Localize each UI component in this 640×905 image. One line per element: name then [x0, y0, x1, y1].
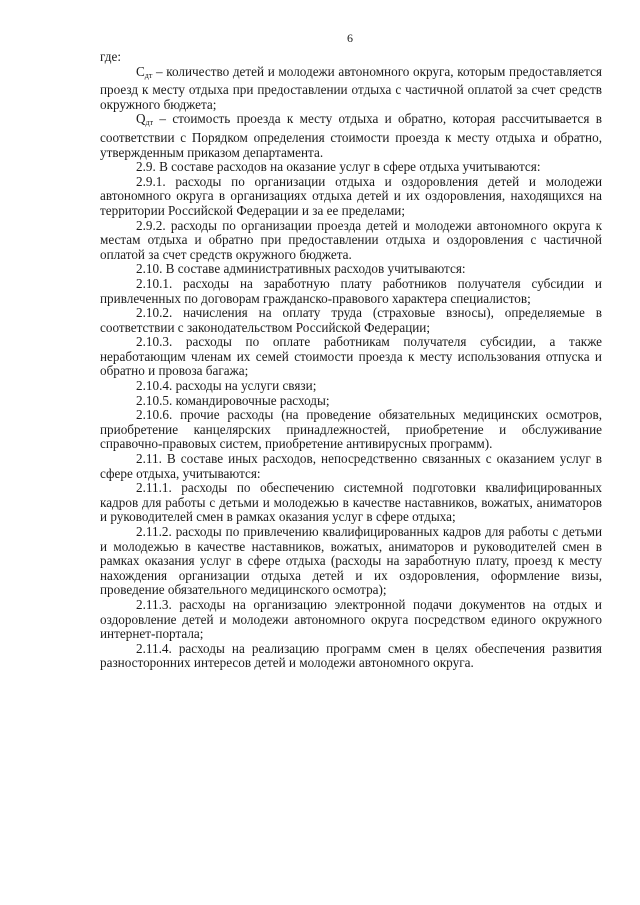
clause-2-10-2: 2.10.2. начисления на оплату труда (страховые взносы), определяемые в соответствии с законодательством Российской Федерации; [100, 305, 602, 335]
clause-2-11-3: 2.11.3. расходы на организацию электронной подачи документов на отдых и оздоровление детей и молодежи автономного округа посредством единого окружного интернет-портала; [100, 596, 602, 642]
symbol-c-subscript: дт [144, 70, 153, 80]
definition-c-text: – количество детей и молодежи автономного округа, которым предоставляется проезд к месту отдыха при предоставлении отдыха с частичной оплатой за счет средств окружного бюджета; [100, 63, 602, 112]
clause-2-9: 2.9. В составе расходов на оказание услуг в сфере отдыха учитываются: [136, 159, 541, 175]
where-label: где: [100, 49, 121, 64]
symbol-q: Q [136, 111, 146, 127]
clause-2-9-1: 2.9.1. расходы по организации отдыха и оздоровления детей и молодежи автономного округа в организациях отдыха детей и их оздоровления, находящихся на территории Российской Федерации и за ее пределами; [100, 173, 602, 218]
definition-c [100, 65, 602, 113]
clause-2-10-1: 2.10.1. расходы на заработную плату работников получателя субсидии и привлеченных по договорам гражданско-правового характера специалистов; [100, 275, 602, 306]
clause-2-10-5: 2.10.5. командировочные расходы; [136, 392, 330, 408]
page-number: 6 [347, 31, 353, 45]
clause-2-11-2: 2.11.2. расходы по привлечению квалифицированных кадров для работы с детьми и молодежью в качестве наставников, вожатых, аниматоров и руководителей смен в рамках оказания услуг в сфере отдыха (расходы на заработную плату, проезд к месту нахождения организации отдыха детей и их оздоровления, оформление визы, проведение обязательного медицинского осмотра); [100, 524, 602, 598]
symbol-q-subscript: дт [145, 118, 154, 128]
clause-2-11-4: 2.11.4. расходы на реализацию программ смен в целях обеспечения развития разносторонних интересов детей и молодежи автономного округа. [100, 640, 602, 671]
document-body [100, 50, 602, 671]
clause-2-9-2: 2.9.2. расходы по организации проезда детей и молодежи автономного округа к местам отдыха и обратно при предоставлении отдыха и оздоровления с частичной оплатой за счет средств окружного бюджета. [100, 217, 602, 262]
definition-q-text: – стоимость проезда к месту отдыха и обратно, которая рассчитывается в соответствии с Порядком определения стоимости проезда к месту отдыха и обратно, утвержденным приказом департамента. [100, 111, 602, 160]
clause-2-11: 2.11. В составе иных расходов, непосредственно связанных с оказанием услуг в сфере отдыха, учитываются: [100, 451, 602, 481]
clause-2-10-3: 2.10.3. расходы по оплате работникам получателя субсидии, а также неработающим членам их семей стоимости проезда к месту использования отпуска и обратно и провоза багажа; [100, 334, 602, 379]
clause-2-10: 2.10. В составе административных расходов учитываются: [136, 261, 466, 277]
symbol-c: С [136, 63, 145, 79]
clause-2-10-6: 2.10.6. прочие расходы (на проведение обязательных медицинских осмотров, приобретение канцелярских принадлежностей, приобретение и обслуживание справочно-правовых систем, приобретение антивирусных программ). [100, 407, 602, 452]
definition-q [100, 112, 602, 160]
clause-2-11-1: 2.11.1. расходы по обеспечению системной подготовки квалифицированных кадров для работы с детьми и молодежью в качестве наставников, вожатых, аниматоров и руководителей смен в рамках оказания услуг в сфере отдыха; [100, 480, 602, 525]
clause-2-10-4: 2.10.4. расходы на услуги связи; [136, 378, 317, 394]
